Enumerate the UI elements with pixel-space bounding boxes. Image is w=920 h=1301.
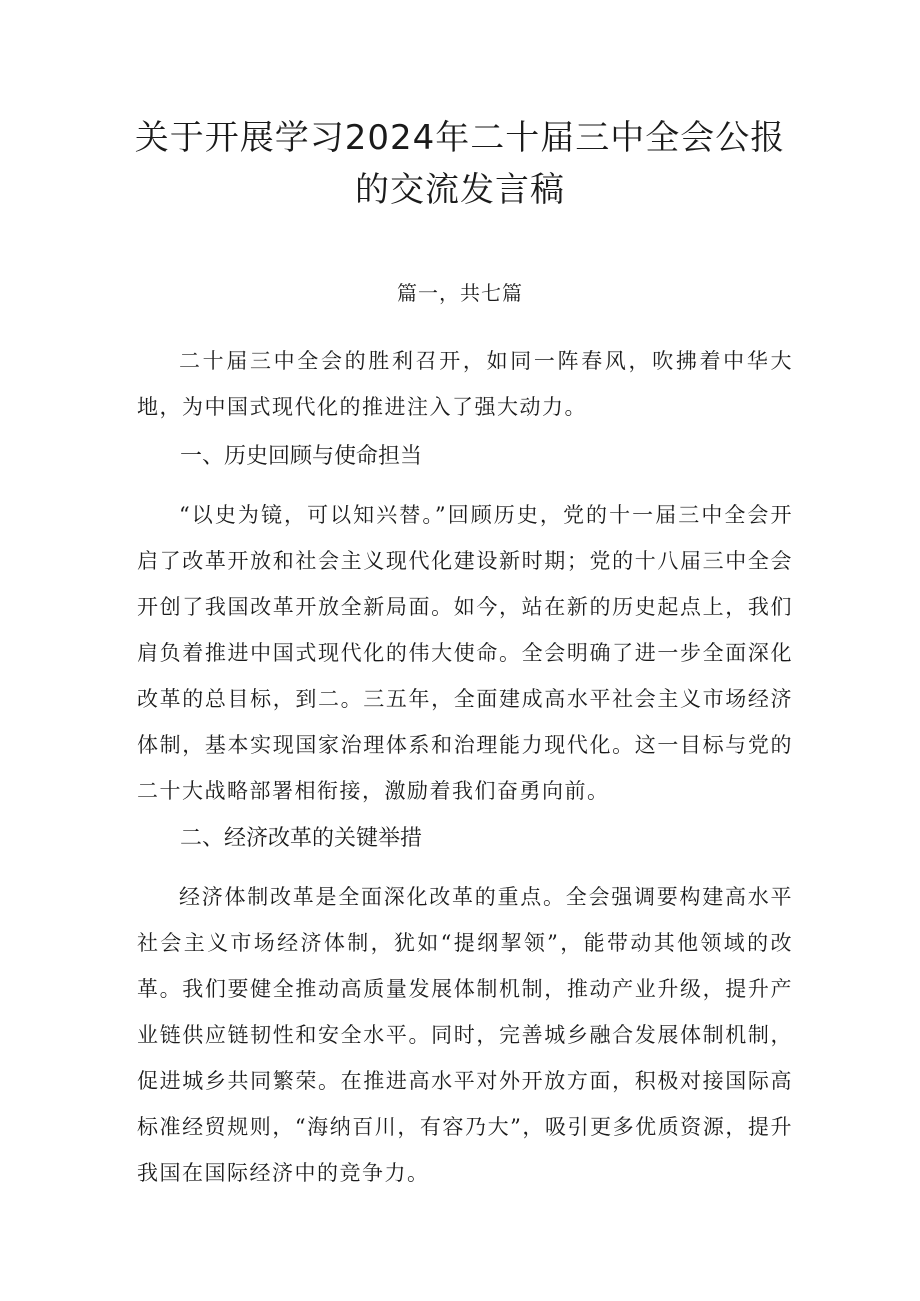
document-subtitle: 篇一，共七篇 xyxy=(397,281,523,305)
title-line-1: 关于开展学习2024年二十届三中全会公报 xyxy=(134,118,786,158)
section-2-paragraph: 经济体制改革是全面深化改革的重点。全会强调要构建高水平社会主义市场经济体制，犹如“提纲挈领”，能带动其他领域的改革。我们要健全推动高质量发展体制机制，推动产业升级，提升产业链供应链韧性和安全水平。同时，完善城乡融合发展体制机制，促进城乡共同繁荣。在推进高水平对外开放方面，积极对接国际高标准经贸规则，“海纳百川，有容乃大”，吸引更多优质资源，提升我国在国际经济中的竞争力。 xyxy=(137,885,793,1185)
section-2-heading: 二、经济改革的关键举措 xyxy=(180,826,423,851)
intro-paragraph: 二十届三中全会的胜利召开，如同一阵春风，吹拂着中华大地，为中国式现代化的推进注入了强大动力。 xyxy=(137,349,793,419)
section-1-heading: 一、历史回顾与使命担当 xyxy=(180,444,423,469)
section-1-paragraph: “以史为镜，可以知兴替。”回顾历史，党的十一届三中全会开启了改革开放和社会主义现代化建设新时期；党的十八届三中全会开创了我国改革开放全新局面。如今，站在新的历史起点上，我们肩负着推进中国式现代化的伟大使命。全会明确了进一步全面深化改革的总目标，到二。三五年，全面建成高水平社会主义市场经济体制，基本实现国家治理体系和治理能力现代化。这一目标与党的二十大战略部署相衔接，激励着我们奋勇向前。 xyxy=(137,503,793,803)
document-title xyxy=(0,112,920,216)
title-line-2: 的交流发言稿 xyxy=(355,170,565,210)
